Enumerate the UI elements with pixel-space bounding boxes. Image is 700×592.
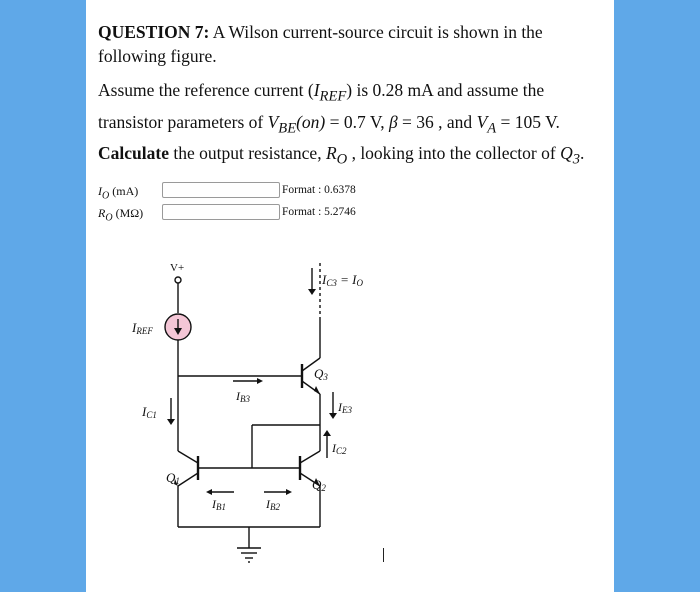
ib2-label — [265, 497, 280, 512]
question-title — [98, 20, 598, 68]
iref-symbol: I — [313, 80, 320, 100]
vplus-terminal — [175, 277, 181, 283]
io-unit: (mA) — [109, 184, 139, 198]
text-segment: = 105 V. — [496, 111, 560, 132]
iref-subscript: REF — [319, 88, 347, 105]
text-cursor — [383, 548, 384, 562]
ic2-arrowhead-icon — [323, 430, 331, 436]
label-part: REF — [136, 326, 153, 336]
label-part: 1 — [175, 476, 180, 486]
assumptions-paragraph — [98, 78, 608, 141]
ro-unit: (MΩ) — [112, 206, 144, 220]
question-page — [86, 0, 614, 592]
ro-label — [98, 206, 153, 223]
beta-symbol: β — [388, 111, 398, 132]
q2-collector — [300, 451, 320, 463]
ic1-label — [141, 404, 157, 420]
ic3-label — [321, 272, 363, 288]
label-part: C3 — [326, 278, 337, 288]
text-segment: the output resistance, — [168, 143, 326, 163]
label-part: Q — [166, 470, 176, 485]
vbe-subscript: BE — [278, 120, 297, 136]
q3-symbol: Q — [560, 143, 573, 163]
question-label: QUESTION 7: — [98, 22, 210, 42]
ro-input[interactable] — [162, 204, 280, 220]
ib2-arrowhead-icon — [286, 489, 292, 495]
text-segment: Assume the reference current ( — [98, 80, 314, 100]
ro-subscript: O — [336, 151, 348, 168]
q3-emitter-arrow-icon — [314, 386, 320, 394]
question-title-text: A Wilson current-source circuit is shown in the following figure. — [98, 22, 543, 66]
text-segment: , looking into the collector of — [347, 143, 561, 163]
io-format: Format : 0.6378 — [282, 184, 356, 196]
label-part: B3 — [240, 394, 250, 404]
label-part: O — [356, 278, 363, 288]
label-part: I — [236, 389, 240, 403]
label-part: E3 — [342, 405, 352, 415]
ro-symbol: R — [325, 143, 337, 163]
text-segment: = 0.7 V, — [325, 111, 389, 132]
q2-label — [312, 477, 326, 493]
label-part: I — [266, 497, 270, 511]
io-input[interactable] — [162, 182, 280, 198]
vbe-on: (on) — [296, 111, 326, 132]
ic1-arrowhead-icon — [167, 419, 175, 425]
wilson-circuit-diagram — [86, 250, 614, 590]
ro-subscript: O — [105, 212, 113, 224]
va-subscript: A — [487, 120, 497, 136]
text-segment: ) is 0.28 mA and assume the transistor parameters of — [98, 80, 545, 132]
label-part: Q — [314, 366, 324, 381]
ib3-label — [235, 389, 250, 404]
label-part: B2 — [270, 502, 280, 512]
ic3-arrowhead-icon — [308, 289, 316, 295]
task-paragraph — [98, 141, 608, 173]
label-part: I — [338, 400, 342, 414]
label-part: Q — [312, 477, 322, 492]
ib1-arrowhead-icon — [206, 489, 212, 495]
label-part: I — [142, 404, 147, 419]
calculate-word: Calculate — [98, 143, 169, 163]
io-label — [98, 184, 153, 201]
va-symbol: V — [476, 111, 488, 132]
ro-format: Format : 5.2746 — [282, 206, 356, 218]
label-part: 3 — [323, 372, 328, 382]
label-part: I — [132, 320, 137, 335]
q1-label — [166, 470, 180, 486]
label-part: I — [332, 441, 336, 455]
label-part: I — [322, 272, 327, 287]
q3-subscript: 3 — [572, 151, 580, 168]
iref-label — [131, 320, 153, 336]
wire — [178, 451, 198, 463]
ro-symbol: R — [98, 206, 106, 220]
ib3-arrowhead-icon — [257, 378, 263, 384]
q1-emitter — [178, 473, 198, 486]
ib1-label — [211, 497, 226, 512]
label-part: B1 — [216, 502, 226, 512]
label-part: = I — [336, 272, 357, 287]
ic2-label — [331, 441, 347, 456]
q3-label — [314, 366, 328, 382]
label-part: C1 — [146, 410, 157, 420]
label-part: I — [212, 497, 216, 511]
text-segment: . — [580, 143, 585, 163]
ie3-label — [337, 400, 352, 415]
label-part: 2 — [321, 483, 326, 493]
vbe-symbol: V — [267, 111, 279, 132]
ie3-arrowhead-icon — [329, 413, 337, 419]
label-part: C2 — [336, 446, 347, 456]
vplus-label: V+ — [170, 262, 185, 274]
io-subscript: O — [102, 190, 110, 202]
io-symbol: I — [98, 184, 102, 198]
text-segment: = 36 , and — [397, 111, 477, 132]
